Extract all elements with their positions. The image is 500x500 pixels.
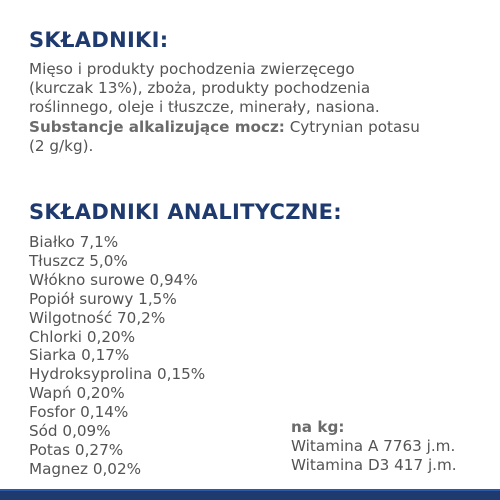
- alkalizing-value-cont: (2 g/kg).: [29, 136, 94, 155]
- alkalizing-line: [29, 118, 494, 137]
- analytical-item: Włókno surowe 0,94%: [29, 270, 198, 289]
- analytical-list: [29, 233, 205, 479]
- vitamin-item: Witamina A 7763 j.m.: [291, 437, 456, 456]
- vitamin-item: Witamina D3 417 j.m.: [291, 456, 457, 475]
- analytical-item: Siarka 0,17%: [29, 346, 130, 365]
- ingredients-heading: SKŁADNIKI:: [29, 28, 169, 52]
- analytical-item: Tłuszcz 5,0%: [29, 251, 128, 270]
- vitamins-block: [291, 418, 457, 476]
- analytical-item: Fosfor 0,14%: [29, 403, 129, 422]
- ingredients-line: roślinnego, oleje i tłuszcze, minerały, nasiona.: [29, 98, 380, 117]
- analytical-item: Popiół surowy 1,5%: [29, 289, 177, 308]
- bottom-bar-accent: [0, 489, 500, 491]
- analytical-item: Chlorki 0,20%: [29, 327, 136, 346]
- analytical-item: Wapń 0,20%: [29, 384, 125, 403]
- per-kg-label: na kg:: [291, 418, 345, 436]
- ingredients-line: (kurczak 13%), zboża, produkty pochodzenia: [29, 79, 371, 98]
- ingredients-text: [29, 60, 494, 156]
- alkalizing-value: Cytrynian potasu: [284, 117, 420, 136]
- alkalizing-label: Substancje alkalizujące mocz:: [29, 117, 285, 136]
- analytical-heading: SKŁADNIKI ANALITYCZNE:: [29, 200, 342, 224]
- ingredients-line: Mięso i produkty pochodzenia zwierzęcego: [29, 60, 355, 78]
- analytical-item: Wilgotność 70,2%: [29, 308, 166, 327]
- analytical-item: Potas 0,27%: [29, 440, 124, 459]
- analytical-item: Sód 0,09%: [29, 422, 111, 441]
- analytical-item: Białko 7,1%: [29, 233, 119, 251]
- analytical-item: Hydroksyprolina 0,15%: [29, 365, 206, 384]
- analytical-item: Magnez 0,02%: [29, 459, 142, 478]
